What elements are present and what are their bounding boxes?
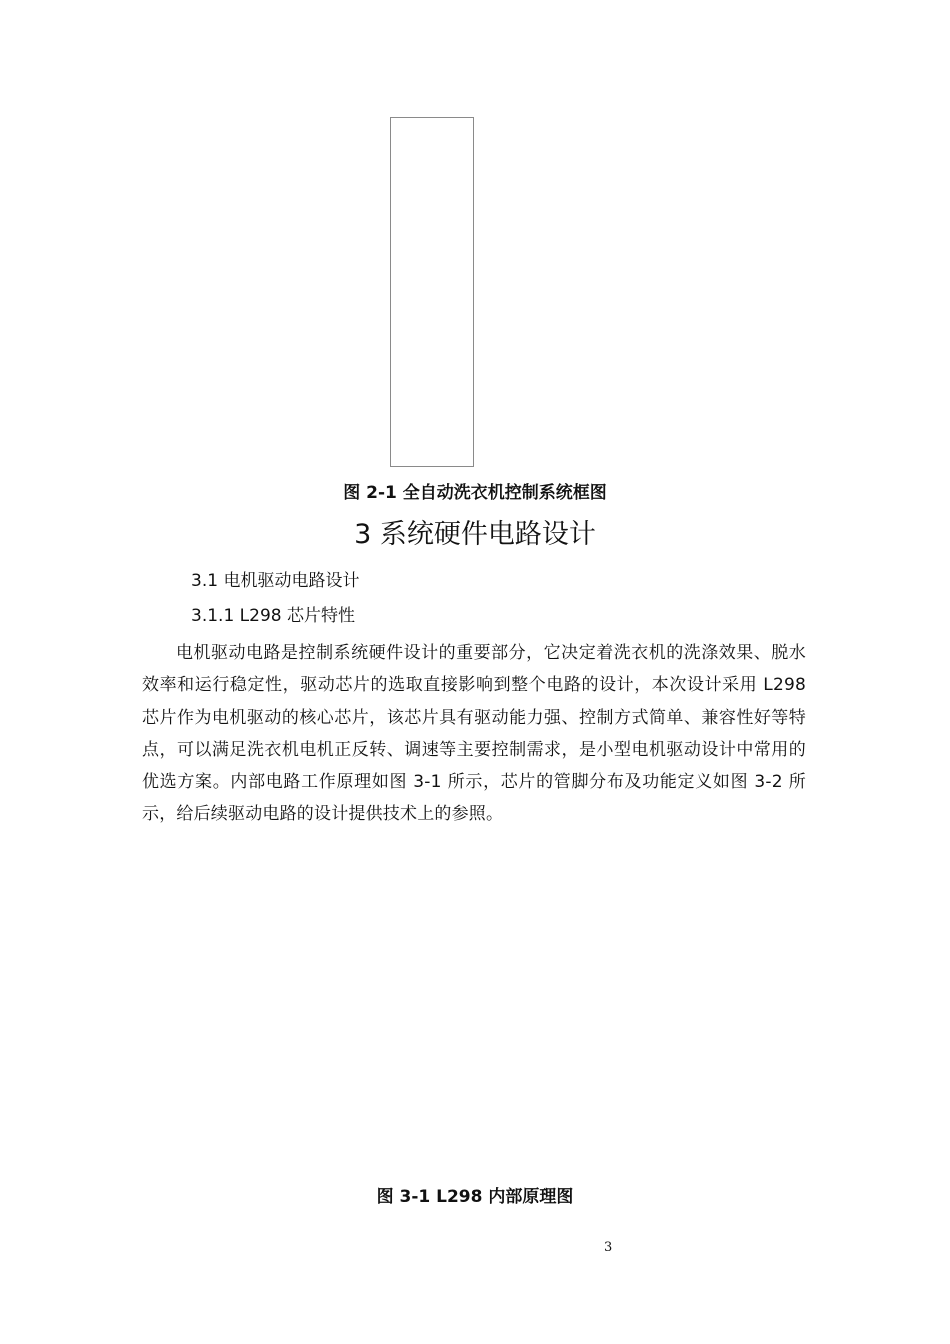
- page-number: 3: [604, 1240, 613, 1255]
- figure-2-1-caption: 图 2-1 全自动洗衣机控制系统框图: [343, 483, 607, 503]
- chapter-title: 3 系统硬件电路设计: [354, 519, 596, 550]
- figure-2-1-image-frame: [390, 117, 474, 467]
- section-3-1-heading: 3.1 电机驱动电路设计: [191, 571, 360, 591]
- figure-3-1-caption: 图 3-1 L298 内部原理图: [376, 1187, 574, 1207]
- body-paragraph: 电机驱动电路是控制系统硬件设计的重要部分，它决定着洗衣机的洗涤效果、脱水效率和运行稳定性，驱动芯片的选取直接影响到整个电路的设计，本次设计采用 L298 芯片作为电机驱动的核心芯片，该芯片具有驱动能力强、控制方式简单、兼容性好等特点，可以满足洗衣机电机正反转、调速等主要控制需求，是小型电机驱动设计中常用的优选方案。内部电路工作原理如图 3-1 所示，芯片的管脚分布及功能定义如图 3-2 所示，给后续驱动电路的设计提供技术上的参照。: [142, 643, 806, 825]
- section-3-1-1-heading: 3.1.1 L298 芯片特性: [191, 606, 355, 626]
